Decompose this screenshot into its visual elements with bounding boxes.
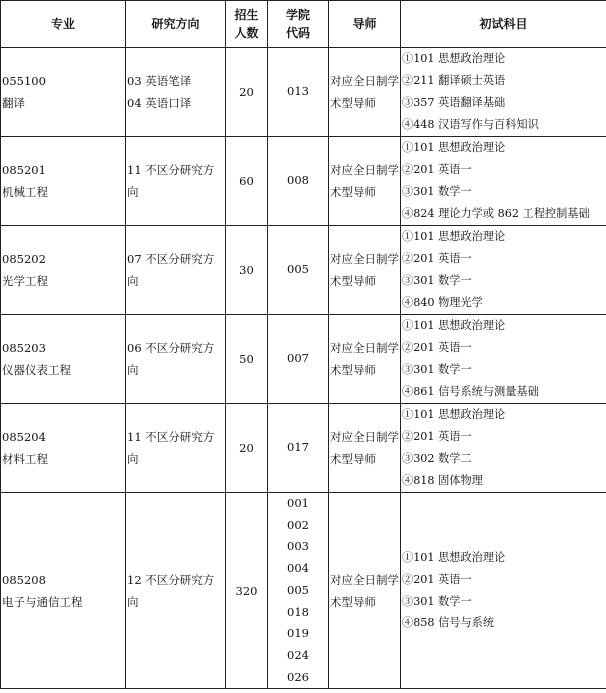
- advisor-cell: [329, 404, 401, 493]
- school-code: 005: [287, 262, 309, 277]
- header-exam-subjects: 初试科目: [401, 1, 606, 48]
- exam-subject: ②201 英语一: [402, 430, 472, 444]
- school-code: 004: [287, 561, 309, 576]
- quota-cell: 30: [226, 226, 268, 315]
- major-name: 仪器仪表工程: [2, 363, 71, 377]
- exam-subject: ④840 物理光学: [402, 295, 483, 309]
- advisor-line1: 对应全日制学: [330, 252, 399, 266]
- header-quota: [226, 1, 268, 48]
- direction-line2: 向: [127, 274, 139, 288]
- school-code: 013: [287, 84, 309, 99]
- header-school-code: [268, 1, 329, 48]
- major-code: 085204: [2, 430, 46, 444]
- header-major: 专业: [1, 1, 126, 48]
- school-code: 008: [287, 173, 309, 188]
- exam-subjects-cell: [401, 137, 606, 226]
- direction-line2: 向: [127, 363, 139, 377]
- direction-line2: 向: [127, 452, 139, 466]
- exam-subject: ③301 数学一: [402, 594, 472, 608]
- direction-cell: [126, 137, 226, 226]
- major-name: 电子与通信工程: [2, 594, 83, 609]
- exam-subject: ④448 汉语写作与百科知识: [402, 117, 539, 131]
- direction-line2: 向: [127, 185, 139, 199]
- quota-cell: 50: [226, 315, 268, 404]
- major-cell: [1, 493, 126, 689]
- header-quota-line2: 人数: [234, 26, 259, 40]
- direction-cell: [126, 226, 226, 315]
- school-code: 018: [287, 604, 309, 619]
- advisor-line1: 对应全日制学: [330, 163, 399, 177]
- exam-subjects-cell: [401, 226, 606, 315]
- advisor-line2: 术型导师: [330, 452, 376, 466]
- quota-cell: 20: [226, 404, 268, 493]
- header-row: [1, 1, 606, 48]
- advisor-line2: 术型导师: [330, 185, 376, 199]
- major-cell: [1, 137, 126, 226]
- direction-line1: 11 不区分研究方: [127, 163, 215, 177]
- header-direction: 研究方向: [126, 1, 226, 48]
- major-name: 机械工程: [2, 185, 48, 199]
- quota-cell: 20: [226, 48, 268, 137]
- quota-cell: 320: [226, 493, 268, 689]
- header-school-line1: 学院: [285, 8, 310, 22]
- school-code: 024: [287, 647, 309, 662]
- exam-subjects-cell: [401, 48, 606, 137]
- direction-line1: 06 不区分研究方: [127, 341, 215, 355]
- quota-cell: 60: [226, 137, 268, 226]
- exam-subject: ②201 英语一: [402, 341, 472, 355]
- direction-line1: 07 不区分研究方: [127, 252, 215, 266]
- school-code-cell: [268, 48, 329, 137]
- school-code: 017: [287, 440, 309, 455]
- school-code-cell: [268, 137, 329, 226]
- school-code-cell: [268, 226, 329, 315]
- advisor-line1: 对应全日制学: [330, 430, 399, 444]
- exam-subject: ①101 思想政治理论: [402, 408, 506, 422]
- header-advisor: 导师: [329, 1, 401, 48]
- school-code: 003: [287, 539, 309, 554]
- exam-subject: ④824 理论力学或 862 工程控制基础: [402, 206, 590, 220]
- advisor-cell: [329, 48, 401, 137]
- major-cell: [1, 226, 126, 315]
- major-name: 光学工程: [2, 274, 48, 288]
- major-code: 085202: [2, 252, 46, 266]
- table-row: [1, 48, 606, 137]
- advisor-line1: 对应全日制学: [330, 572, 399, 587]
- advisor-line2: 术型导师: [330, 594, 376, 609]
- school-code: 002: [287, 517, 309, 532]
- header-school-line2: 代码: [285, 26, 310, 40]
- table-row: [1, 137, 606, 226]
- exam-subject: ④858 信号与系统: [402, 616, 495, 630]
- advisor-cell: [329, 315, 401, 404]
- exam-subject: ①101 思想政治理论: [402, 52, 506, 66]
- advisor-line2: 术型导师: [330, 96, 376, 110]
- advisor-line2: 术型导师: [330, 363, 376, 377]
- major-name: 材料工程: [2, 452, 48, 466]
- exam-subjects-cell: [401, 315, 606, 404]
- header-quota-line1: 招生: [234, 8, 259, 22]
- exam-subject: ③357 英语翻译基础: [402, 96, 506, 109]
- table-row: [1, 226, 606, 315]
- exam-subjects-cell: [401, 404, 606, 493]
- advisor-cell: [329, 226, 401, 315]
- school-code: 007: [287, 351, 309, 366]
- exam-subject: ③301 数学一: [402, 274, 472, 287]
- direction-line2: 04 英语口译: [127, 96, 192, 110]
- school-code: 005: [287, 582, 309, 597]
- major-code: 085203: [2, 341, 46, 355]
- exam-subject: ①101 思想政治理论: [402, 319, 506, 333]
- exam-subject: ③301 数学一: [402, 185, 472, 198]
- major-cell: [1, 315, 126, 404]
- table-row: [1, 404, 606, 493]
- exam-subject: ④861 信号系统与测量基础: [402, 384, 539, 398]
- exam-subject: ①101 思想政治理论: [402, 141, 506, 155]
- exam-subjects-cell: [401, 493, 606, 689]
- exam-subject: ③301 数学一: [402, 363, 472, 376]
- direction-cell: [126, 48, 226, 137]
- advisor-line2: 术型导师: [330, 274, 376, 288]
- direction-cell: [126, 315, 226, 404]
- direction-line1: 12 不区分研究方: [127, 572, 215, 587]
- advisor-line1: 对应全日制学: [330, 74, 399, 88]
- exam-subject: ②211 翻译硕士英语: [402, 74, 506, 88]
- school-code-cell: [268, 315, 329, 404]
- advisor-cell: [329, 137, 401, 226]
- school-code: 019: [287, 626, 309, 641]
- school-code-cell: [268, 404, 329, 493]
- school-code: 026: [287, 669, 309, 684]
- advisor-cell: [329, 493, 401, 689]
- exam-subject: ①101 思想政治理论: [402, 230, 506, 244]
- major-code: 085201: [2, 163, 46, 177]
- direction-cell: [126, 493, 226, 689]
- major-code: 055100: [2, 74, 46, 88]
- major-name: 翻译: [2, 96, 25, 110]
- exam-subject: ①101 思想政治理论: [402, 551, 506, 565]
- exam-subject: ②201 英语一: [402, 572, 472, 586]
- exam-subject: ③302 数学二: [402, 452, 472, 465]
- exam-subject: ②201 英语一: [402, 252, 472, 266]
- school-code: 001: [287, 496, 309, 510]
- direction-line2: 向: [127, 594, 139, 609]
- direction-line1: 03 英语笔译: [127, 74, 192, 88]
- table-row: [1, 315, 606, 404]
- table-row: [1, 493, 606, 689]
- exam-subject: ④818 固体物理: [402, 473, 483, 487]
- major-code: 085208: [2, 572, 46, 587]
- major-cell: [1, 48, 126, 137]
- exam-subject: ②201 英语一: [402, 163, 472, 177]
- direction-cell: [126, 404, 226, 493]
- direction-line1: 11 不区分研究方: [127, 430, 215, 444]
- school-code-cell: [268, 493, 329, 689]
- advisor-line1: 对应全日制学: [330, 341, 399, 355]
- major-cell: [1, 404, 126, 493]
